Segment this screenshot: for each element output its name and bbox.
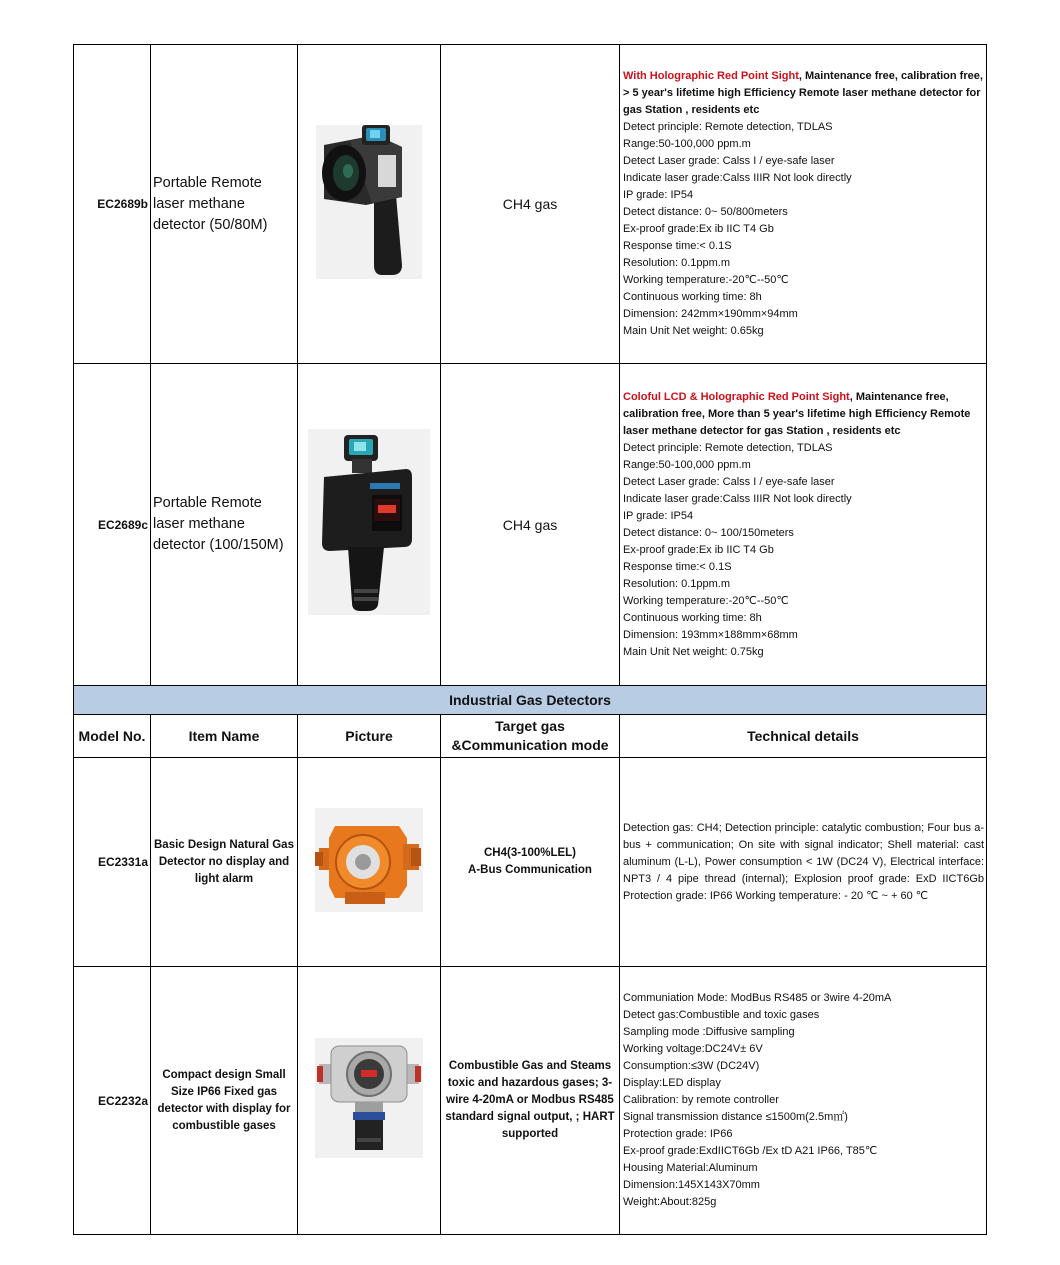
spec-line: Ex-proof grade:Ex ib IIC T4 Gb [623,223,774,235]
spec-line: Resolution: 0.1ppm.m [623,577,730,590]
table-row [74,45,987,364]
spec-line: IP grade: IP54 [623,509,694,522]
spec-line: Housing Material:Aluminum [623,1162,758,1174]
headline [623,389,984,440]
product-table [73,44,987,1235]
spec-line: Working temperature:-20℃--50℃ [623,594,789,607]
picture-cell [298,967,441,1235]
spec-line: Weight:About:825g [623,1196,717,1208]
spec-line: Indicate laser grade:Calss IIIR Not look directly [623,492,852,505]
header-item-name: Item Name [151,715,298,758]
target-gas: CH4 gas [441,364,620,686]
target-gas-line: CH4(3-100%LEL) [483,847,577,859]
spec-line: Response time:< 0.1S [623,560,732,573]
explosion-proof-gas-detector-photo [315,808,423,912]
model-number: EC2689c [74,364,151,686]
header-target-gas-line: &Communication mode [451,737,609,753]
header-row [74,715,987,758]
spec-line: Range:50-100,000 ppm.m [623,138,751,150]
item-name-line: detector (100/150M) [153,537,284,553]
headline [623,68,984,119]
header-model: Model No. [74,715,151,758]
item-name: Basic Design Natural Gas Detector no display and light alarm [151,758,298,967]
table-row [74,758,987,967]
picture-cell [298,364,441,686]
header-target-gas-line: Target gas [495,718,565,734]
table-row [74,967,987,1235]
spec-line: Resolution: 0.1ppm.m [623,257,730,269]
target-gas: CH4 gas [441,45,620,364]
spec-line: Dimension:145X143X70mm [623,1179,760,1191]
spec-line: Indicate laser grade:Calss IIIR Not look directly [623,172,852,184]
item-name-line: detector (50/80M) [153,216,268,233]
header-picture: Picture [298,715,441,758]
headline-text: , Maintenance free, calibration free, More than 5 year's lifetime high Efficiency Remote laser methane detector for gas Station , residents etc [623,390,971,437]
spec-line: Response time:< 0.1S [623,240,732,252]
spec-line: Protection grade: IP66 [623,1128,733,1140]
item-name-line: Portable Remote [153,495,262,511]
target-gas [441,758,620,967]
header-target-gas [441,715,620,758]
spec-line: Dimension: 193mm×188mm×68mm [623,628,798,641]
spec-line: Continuous working time: 8h [623,291,762,303]
spec-line: Display:LED display [623,1077,721,1089]
item-name-line: laser methane [153,195,245,212]
spec-line: Detect distance: 0~ 50/800meters [623,206,788,218]
model-number: EC2232a [74,967,151,1235]
technical-details [620,364,987,686]
spec-line: Range:50-100,000 ppm.m [623,458,751,471]
fixed-gas-detector-photo [315,1038,423,1158]
highlight-text: Coloful LCD & Holographic Red Point Sight [623,390,850,403]
section-row [74,686,987,715]
spec-line: Communiation Mode: ModBus RS485 or 3wire 4-20mA [623,992,892,1004]
spec-line: Calibration: by remote controller [623,1094,779,1106]
technical-details [620,967,987,1235]
spec-line: Detect principle: Remote detection, TDLAS [623,441,833,454]
technical-details [620,45,987,364]
communication-mode: A-Bus Communication [468,864,592,876]
spec-line: Detect Laser grade: Calss I / eye-safe laser [623,475,835,488]
laser-methane-detector-lcd-photo [308,429,430,615]
spec-line: Continuous working time: 8h [623,611,762,624]
model-number: EC2689b [74,45,151,364]
spec-line: Detect principle: Remote detection, TDLAS [623,121,833,133]
item-name: Compact design Small Size IP66 Fixed gas detector with display for combustible gases [151,967,298,1235]
table-row [74,364,987,686]
spec-line: Dimension: 242mm×190mm×94mm [623,308,798,320]
spec-line: Detect distance: 0~ 100/150meters [623,526,794,539]
picture-cell [298,45,441,364]
spec-line: Working temperature:-20℃--50℃ [623,274,789,286]
spec-line: IP grade: IP54 [623,189,694,201]
laser-methane-detector-photo [316,125,422,279]
spec-line: Detect Laser grade: Calss I / eye-safe laser [623,155,835,167]
target-gas: Combustible Gas and Steams toxic and hazardous gases; 3-wire 4-20mA or Modbus RS485 standard signal output, ; HART supported [441,967,620,1235]
spec-line: Sampling mode :Diffusive sampling [623,1026,795,1038]
spec-line: Ex-proof grade:Ex ib IIC T4 Gb [623,543,774,556]
spec-line: Signal transmission distance ≤1500m(2.5m㎡) [623,1111,848,1123]
section-title: Industrial Gas Detectors [74,686,987,715]
model-number: EC2331a [74,758,151,967]
spec-line: Consumption:≤3W (DC24V) [623,1060,760,1072]
picture-cell [298,758,441,967]
header-technical-details: Technical details [620,715,987,758]
item-name-line: laser methane [153,516,245,532]
item-name [151,45,298,364]
technical-details: Detection gas: CH4; Detection principle: catalytic combustion; Four bus a-bus + communication; On site with signal indicator; Shell material: cast aluminum (L-L), Power consumption < 1W (DC24 V), Electrical interface: NPT3 / 4 pipe thread (internal); Explosion proof grade: ExD IICT6Gb Protection grade: IP66 Working temperature: - 20 ℃ ~ + 60 ℃ [620,758,987,967]
spec-line: Ex-proof grade:ExdIICT6Gb /Ex tD A21 IP66, T85℃ [623,1145,878,1157]
item-name [151,364,298,686]
highlight-text: With Holographic Red Point Sight [623,70,799,82]
spec-line: Main Unit Net weight: 0.75kg [623,645,764,658]
spec-line: Main Unit Net weight: 0.65kg [623,325,764,337]
spec-line: Detect gas:Combustible and toxic gases [623,1009,820,1021]
item-name-line: Portable Remote [153,174,262,191]
headline-text: , Maintenance free, calibration free, > 5 year's lifetime high Efficiency Remote laser methane detector for gas Station , residents etc [623,70,983,116]
spec-line: Working voltage:DC24V± 6V [623,1043,763,1055]
